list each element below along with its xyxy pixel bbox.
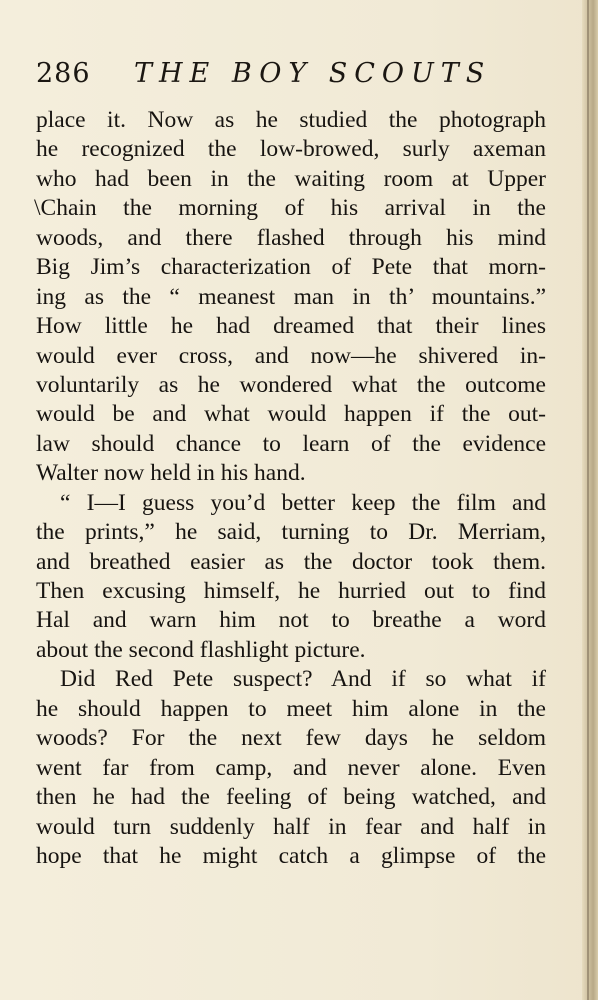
- page-header: [36, 58, 556, 98]
- text-line: about the second flashlight picture.: [36, 636, 366, 663]
- text-line: Then excusing himself, he hurried out to find: [36, 578, 546, 604]
- text-line: \Chain the morning of his arrival in the: [34, 195, 546, 222]
- text-line: place it. Now as he studied the photograph: [36, 107, 546, 133]
- text-line: and breathed easier as the doctor took them.: [36, 548, 546, 575]
- text-line: woods, and there flashed through his mind: [36, 224, 546, 251]
- text-line: ing as the “ meanest man in th’ mountains.”: [36, 283, 546, 310]
- text-line: would be and what would happen if the out-: [36, 401, 546, 428]
- text-line: Hal and warn him not to breathe a word: [36, 607, 546, 634]
- text-line: woods? For the next few days he seldom: [36, 725, 546, 752]
- text-line: he should happen to meet him alone in the: [36, 695, 546, 722]
- text-line: went far from camp, and never alone. Even: [36, 754, 546, 781]
- text-line: who had been in the waiting room at Upper: [36, 165, 546, 192]
- text-line: Did Red Pete suspect? And if so what if: [60, 666, 546, 693]
- running-title: THE BOY SCOUTS: [134, 58, 492, 89]
- text-line: he recognized the low-browed, surly axeman: [36, 136, 546, 163]
- page-edge-line: [587, 0, 589, 1000]
- text-line: hope that he might catch a glimpse of the: [36, 842, 546, 869]
- text-line: then he had the feeling of being watched, and: [36, 784, 546, 811]
- page-edge: [582, 0, 598, 1000]
- text-line: “ I—I guess you’d better keep the film and: [60, 489, 546, 516]
- text-line: Big Jim’s characterization of Pete that morn-: [36, 254, 546, 281]
- text-line: Walter now held in his hand.: [36, 460, 306, 487]
- page-number: 286: [36, 58, 91, 89]
- text-line: the prints,” he said, turning to Dr. Merriam,: [36, 519, 546, 546]
- text-line: voluntarily as he wondered what the outcome: [36, 371, 546, 398]
- body-text: [36, 106, 546, 871]
- text-line: would ever cross, and now—he shivered in-: [36, 342, 546, 369]
- text-line: would turn suddenly half in fear and half in: [36, 813, 546, 840]
- text-line: How little he had dreamed that their lines: [36, 313, 546, 340]
- text-line: law should chance to learn of the evidence: [36, 430, 546, 457]
